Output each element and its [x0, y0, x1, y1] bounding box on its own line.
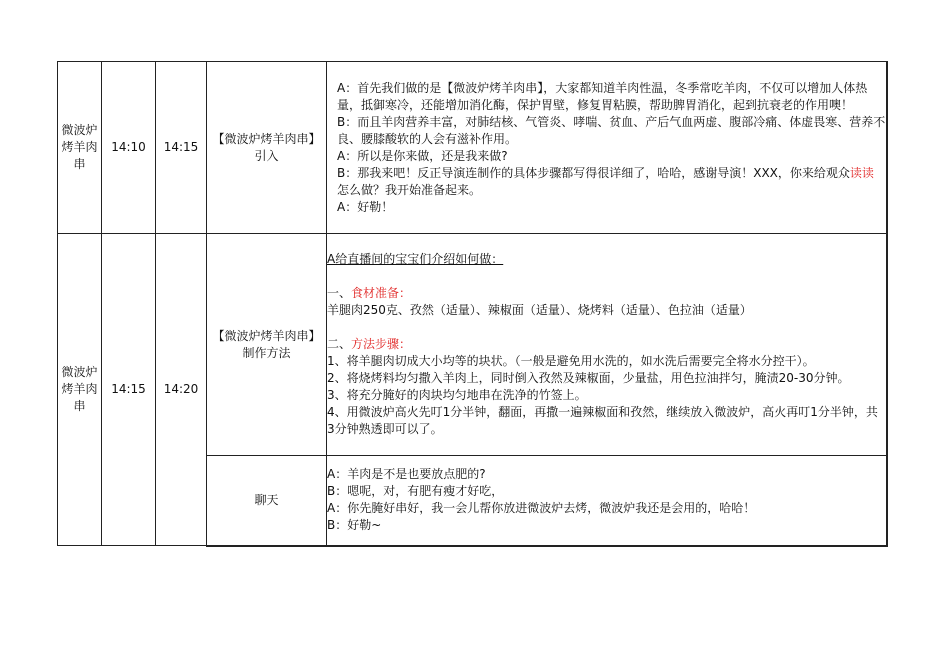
method-step: 3、将充分腌好的肉块均匀地串在洗净的竹签上。	[327, 388, 587, 402]
section-title: 食材准备：	[351, 286, 412, 300]
dialogue-text: B：那我来吧！反正导演连制作的具体步骤都写得很详细了，哈哈，感谢导演！XXX，你来给观众	[337, 165, 850, 180]
section-title: 方法步骤：	[351, 337, 412, 351]
section-number: 二、	[327, 337, 352, 351]
method-cell	[327, 234, 887, 456]
method-heading	[327, 336, 886, 353]
table-row	[58, 234, 887, 456]
dialogue-line: A：羊肉是不是也要放点肥的?	[327, 467, 486, 482]
ingredients-heading	[327, 285, 886, 302]
dialogue-line: B：而且羊肉营养丰富，对肺结核、气管炎、哮喘、贫血、产后气血两虚、腹部冷痛、体虚畏寒、营养不良、腰膝酸软的人会有滋补作用。	[337, 114, 886, 146]
start-time-cell: 14:10	[102, 62, 156, 234]
dialogue-line: A：你先腌好串好，我一会儿帮你放进微波炉去烤，微波炉我还是会用的，哈哈！	[327, 501, 756, 516]
table-row	[58, 62, 887, 234]
item-name-cell: 微波炉烤羊肉串	[58, 234, 102, 546]
dialogue-line: A：所以是你来做，还是我来做?	[337, 148, 508, 163]
dialogue-cell	[327, 456, 887, 546]
dialogue-line: A：首先我们做的是【微波炉烤羊肉串】，大家都知道羊肉性温，冬季常吃羊肉，不仅可以增加人体热量，抵御寒冷，还能增加消化酶，保护胃壁，修复胃粘膜，帮助脾胃消化，起到抗衰老的作用噢！	[337, 80, 868, 112]
method-step: 1、将羊腿肉切成大小均等的块状。（一般是避免用水洗的，如水洗后需要完全将水分控干）。	[327, 354, 815, 368]
item-name-cell: 微波炉烤羊肉串	[58, 62, 102, 234]
start-time-cell: 14:15	[102, 234, 156, 546]
script-table	[57, 61, 888, 547]
segment-cell: 聊天	[207, 456, 327, 546]
dialogue-line: B：好勒~	[327, 518, 382, 533]
method-step: 4、用微波炉高火先叮1分半钟，翻面，再撒一遍辣椒面和孜然，继续放入微波炉，高火再叮1分半钟，共3分钟熟透即可以了。	[327, 405, 878, 436]
highlight-text: 读读	[849, 165, 874, 180]
segment-cell: 【微波炉烤羊肉串】引入	[207, 62, 327, 234]
dialogue-line: A：好勒！	[337, 199, 394, 214]
ingredients-list: 羊腿肉250克、孜然（适量）、辣椒面（适量）、烧烤料（适量）、色拉油（适量）	[327, 303, 752, 317]
segment-cell: 【微波炉烤羊肉串】制作方法	[207, 234, 327, 456]
dialogue-text: 怎么做？我开始准备起来。	[337, 182, 482, 197]
dialogue-line: B：嗯呢，对，有肥有瘦才好吃，	[327, 484, 504, 499]
method-step: 2、将烧烤料均匀撒入羊肉上，同时倒入孜然及辣椒面，少量盐，用色拉油拌匀，腌渍20-30分钟。	[327, 371, 850, 385]
dialogue-line	[327, 165, 886, 199]
end-time-cell: 14:20	[156, 234, 207, 546]
end-time-cell: 14:15	[156, 62, 207, 234]
dialogue-cell	[327, 62, 887, 234]
method-intro: A给直播间的宝宝们介绍如何做：	[327, 252, 504, 266]
section-number: 一、	[327, 286, 352, 300]
